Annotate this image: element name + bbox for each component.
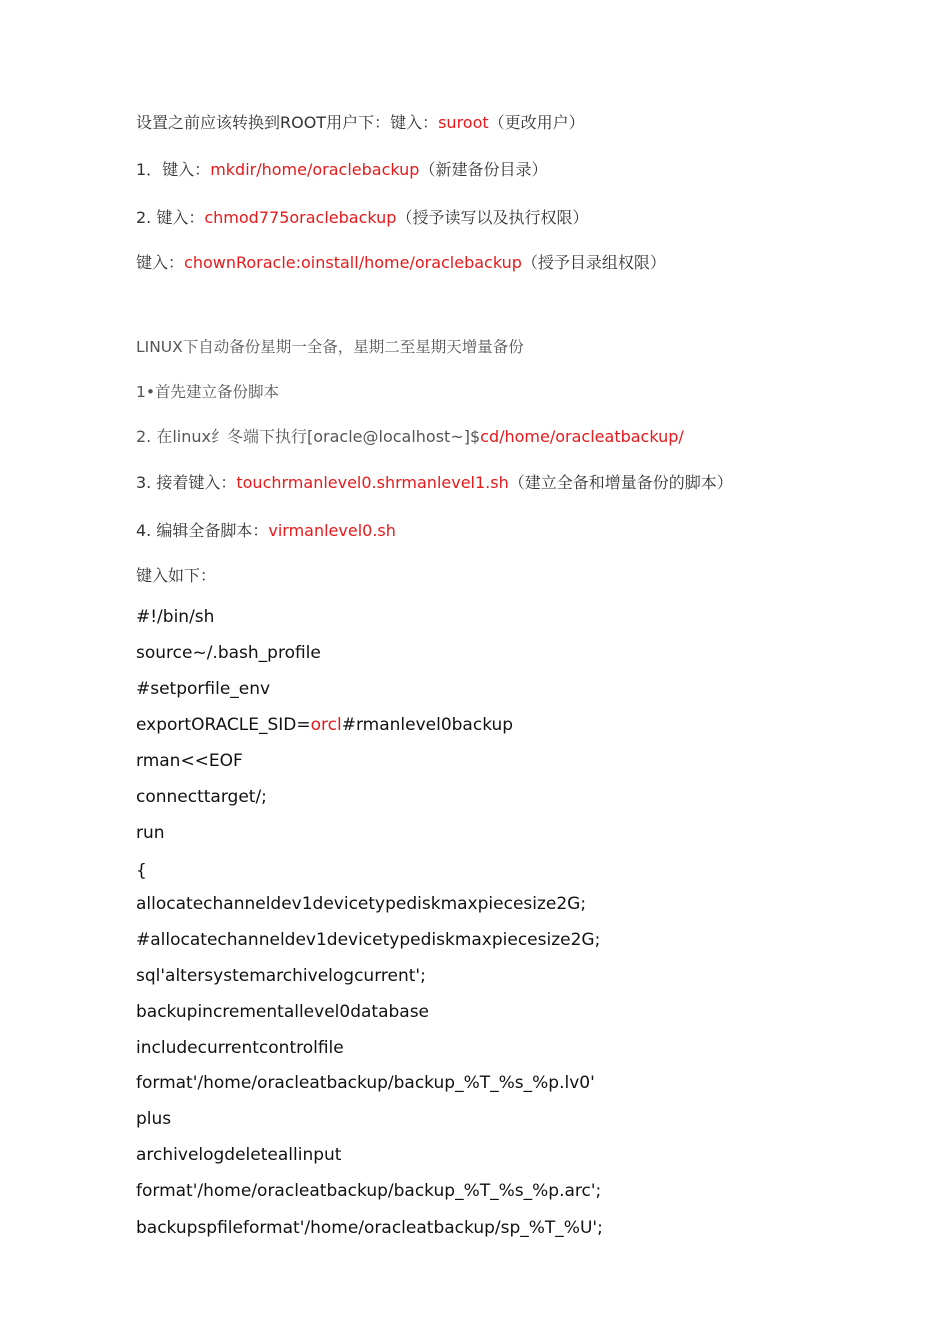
script-line: format'/home/oracleatbackup/backup_%T_%s_%p.arc';: [136, 1181, 602, 1201]
sub3-command: touchrmanlevel0.shrmanlevel1.sh: [236, 473, 509, 492]
step1-prefix: 1．键入：: [136, 160, 211, 179]
script-line: plus: [136, 1109, 172, 1129]
script-line: sql'altersystemarchivelogcurrent';: [136, 966, 426, 986]
script-line: format'/home/oracleatbackup/backup_%T_%s_%p.lv0': [136, 1073, 595, 1093]
sub5-line: 键入如下：: [136, 566, 217, 585]
script-l4-prefix: exportORACLE_SID=: [136, 715, 311, 735]
sub3-line: [136, 472, 733, 494]
sub3-prefix: 3. 接着键入：: [136, 473, 237, 492]
sub4-line: [136, 520, 396, 542]
step1-command: mkdir/home/oraclebackup: [210, 160, 420, 179]
step3-suffix: （授予目录组权限）: [521, 253, 666, 272]
sub2-command: cd/home/oracleatbackup/: [480, 427, 684, 446]
script-line: connecttarget/;: [136, 787, 267, 807]
step1-suffix: （新建备份目录）: [419, 160, 548, 179]
script-line: #allocatechanneldev1devicetypediskmaxpiecesize2G;: [136, 930, 601, 950]
script-line: rman<<EOF: [136, 751, 243, 771]
intro-command: suroot: [438, 113, 489, 132]
script-line: archivelogdeleteallinput: [136, 1145, 342, 1165]
script-line: run: [136, 823, 165, 843]
script-line: #!/bin/sh: [136, 607, 215, 627]
intro-line: [136, 112, 585, 134]
intro-prefix: 设置之前应该转换到ROOT用户下：键入：: [136, 113, 439, 132]
step2-command: chmod775oraclebackup: [204, 208, 397, 227]
script-line-oracle-sid: [136, 714, 513, 736]
script-line: includecurrentcontrolfile: [136, 1038, 344, 1058]
step2-suffix: （授予读写以及执行权限）: [396, 208, 589, 227]
step3-line: [136, 252, 666, 274]
step2-prefix: 2. 键入：: [136, 208, 205, 227]
sub4-prefix: 4. 编辑全备脚本：: [136, 521, 269, 540]
script-line: backupincrementallevel0database: [136, 1002, 430, 1022]
script-line: source~/.bash_profile: [136, 643, 321, 663]
sub4-command: virmanlevel0.sh: [268, 521, 396, 540]
script-line: {: [136, 861, 147, 881]
script-line: backupspfileformat'/home/oracleatbackup/sp_%T_%U';: [136, 1218, 603, 1238]
sub2-prefix: 2. 在linux纟冬端下执行[oracle@localhost~]$: [136, 427, 481, 446]
step2-line: [136, 207, 588, 229]
script-l4-sid: orcl: [310, 715, 342, 735]
script-l4-suffix: #rmanlevel0backup: [341, 715, 514, 735]
sub3-suffix: （建立全备和增量备份的脚本）: [508, 473, 733, 492]
intro-suffix: （更改用户）: [488, 113, 585, 132]
step3-command: chownRoracle:oinstall/home/oraclebackup: [184, 253, 522, 272]
sub2-line: [136, 426, 684, 448]
step3-prefix: 键入：: [136, 253, 185, 272]
sub1-line: 1•首先建立备份脚本: [136, 383, 280, 401]
step1-line: [136, 159, 547, 181]
script-line: #setporfile_env: [136, 679, 271, 699]
section-title: LINUX下自动备份星期一全备，星期二至星期天增量备份: [136, 338, 524, 356]
script-line: allocatechanneldev1devicetypediskmaxpiecesize2G;: [136, 894, 587, 914]
